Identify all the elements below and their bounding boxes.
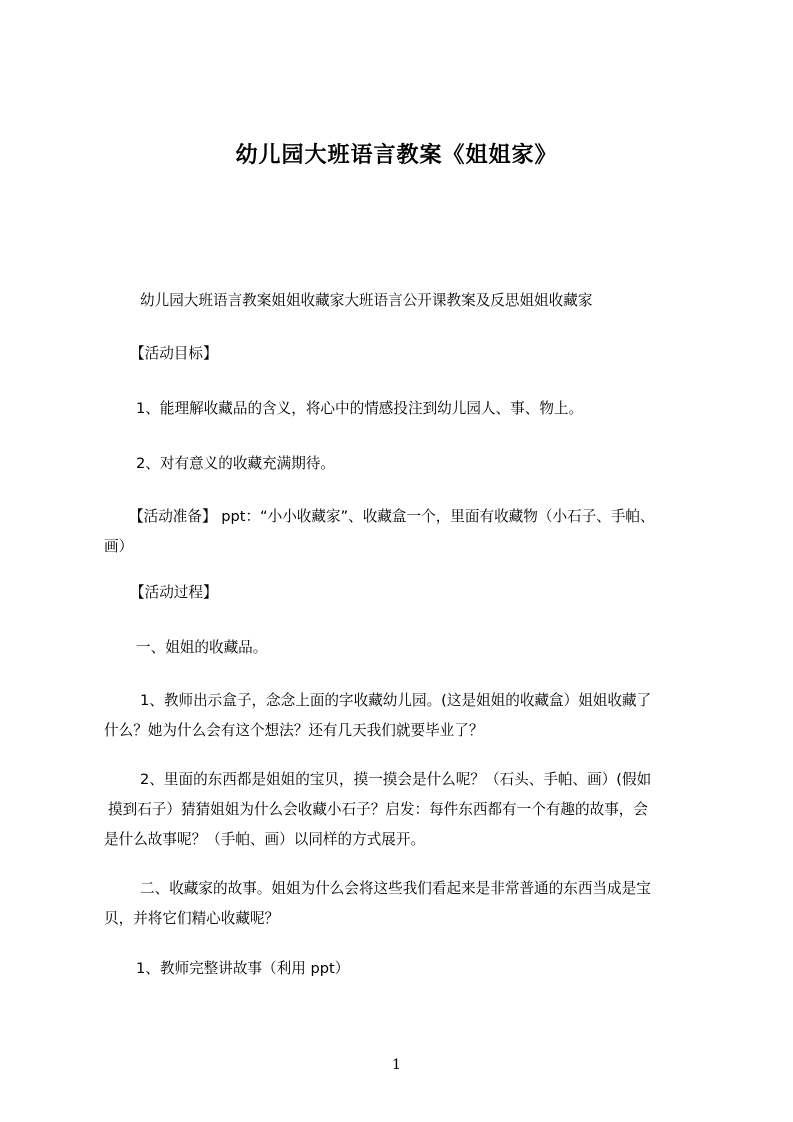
document-title: 幼儿园大班语言教案《姐姐家》 — [235, 143, 558, 168]
goal-item-2 — [136, 449, 733, 479]
section-2-paragraph — [104, 874, 701, 934]
step-1-line-1: 1、教师出示盒子，念念上面的字收藏幼儿园。(这是姐姐的收藏盒）姐姐收藏了 — [140, 692, 652, 709]
section-1-heading-text: 一、姐姐的收藏品。 — [136, 639, 268, 656]
preparation-line-2: 画） — [104, 538, 134, 555]
subtitle-paragraph — [140, 286, 737, 316]
story-step-1-text: 1、教师完整讲故事（利用 ppt） — [136, 960, 350, 977]
step-1-line-2: 什么？她为什么会有这个想法？还有几天我们就要毕业了？ — [104, 722, 484, 739]
goal-item-1-text: 1、能理解收藏品的含义，将心中的情感投注到幼儿园人、事、物上。 — [136, 400, 584, 417]
preparation-line-1: 【活动准备】 ppt：“小小收藏家”、收藏盒一个，里面有收藏物（小石子、手帕、 — [129, 508, 655, 525]
goal-item-1 — [136, 394, 733, 424]
step-2-paragraph — [104, 765, 701, 855]
goal-heading — [130, 339, 727, 369]
step-1-paragraph — [104, 686, 701, 746]
step-2-line-3: 是什么故事呢？（手帕、画）以同样的方式展开。 — [104, 831, 426, 848]
subtitle-text: 幼儿园大班语言教案姐姐收藏家大班语言公开课教案及反思姐姐收藏家 — [140, 292, 593, 309]
page-number: 1 — [392, 1057, 401, 1073]
step-2-line-1: 2、里面的东西都是姐姐的宝贝，摸一摸会是什么呢？（石头、手帕、画）(假如 — [140, 771, 652, 788]
preparation-paragraph — [104, 502, 701, 562]
process-heading — [130, 578, 727, 608]
process-heading-text: 【活动过程】 — [130, 584, 218, 601]
goal-heading-text: 【活动目标】 — [130, 345, 218, 362]
goal-item-2-text: 2、对有意义的收藏充满期待。 — [136, 455, 336, 472]
section-1-heading — [136, 633, 733, 663]
section-2-line-1: 二、收藏家的故事。姐姐为什么会将这些我们看起来是非常普通的东西当成是宝 — [140, 880, 651, 897]
section-2-line-2: 贝，并将它们精心收藏呢？ — [104, 910, 280, 927]
story-step-1 — [136, 954, 733, 984]
step-2-line-2: 摸到石子）猜猜姐姐为什么会收藏小石子？启发：每件东西都有一个有趣的故事，会 — [108, 801, 648, 818]
